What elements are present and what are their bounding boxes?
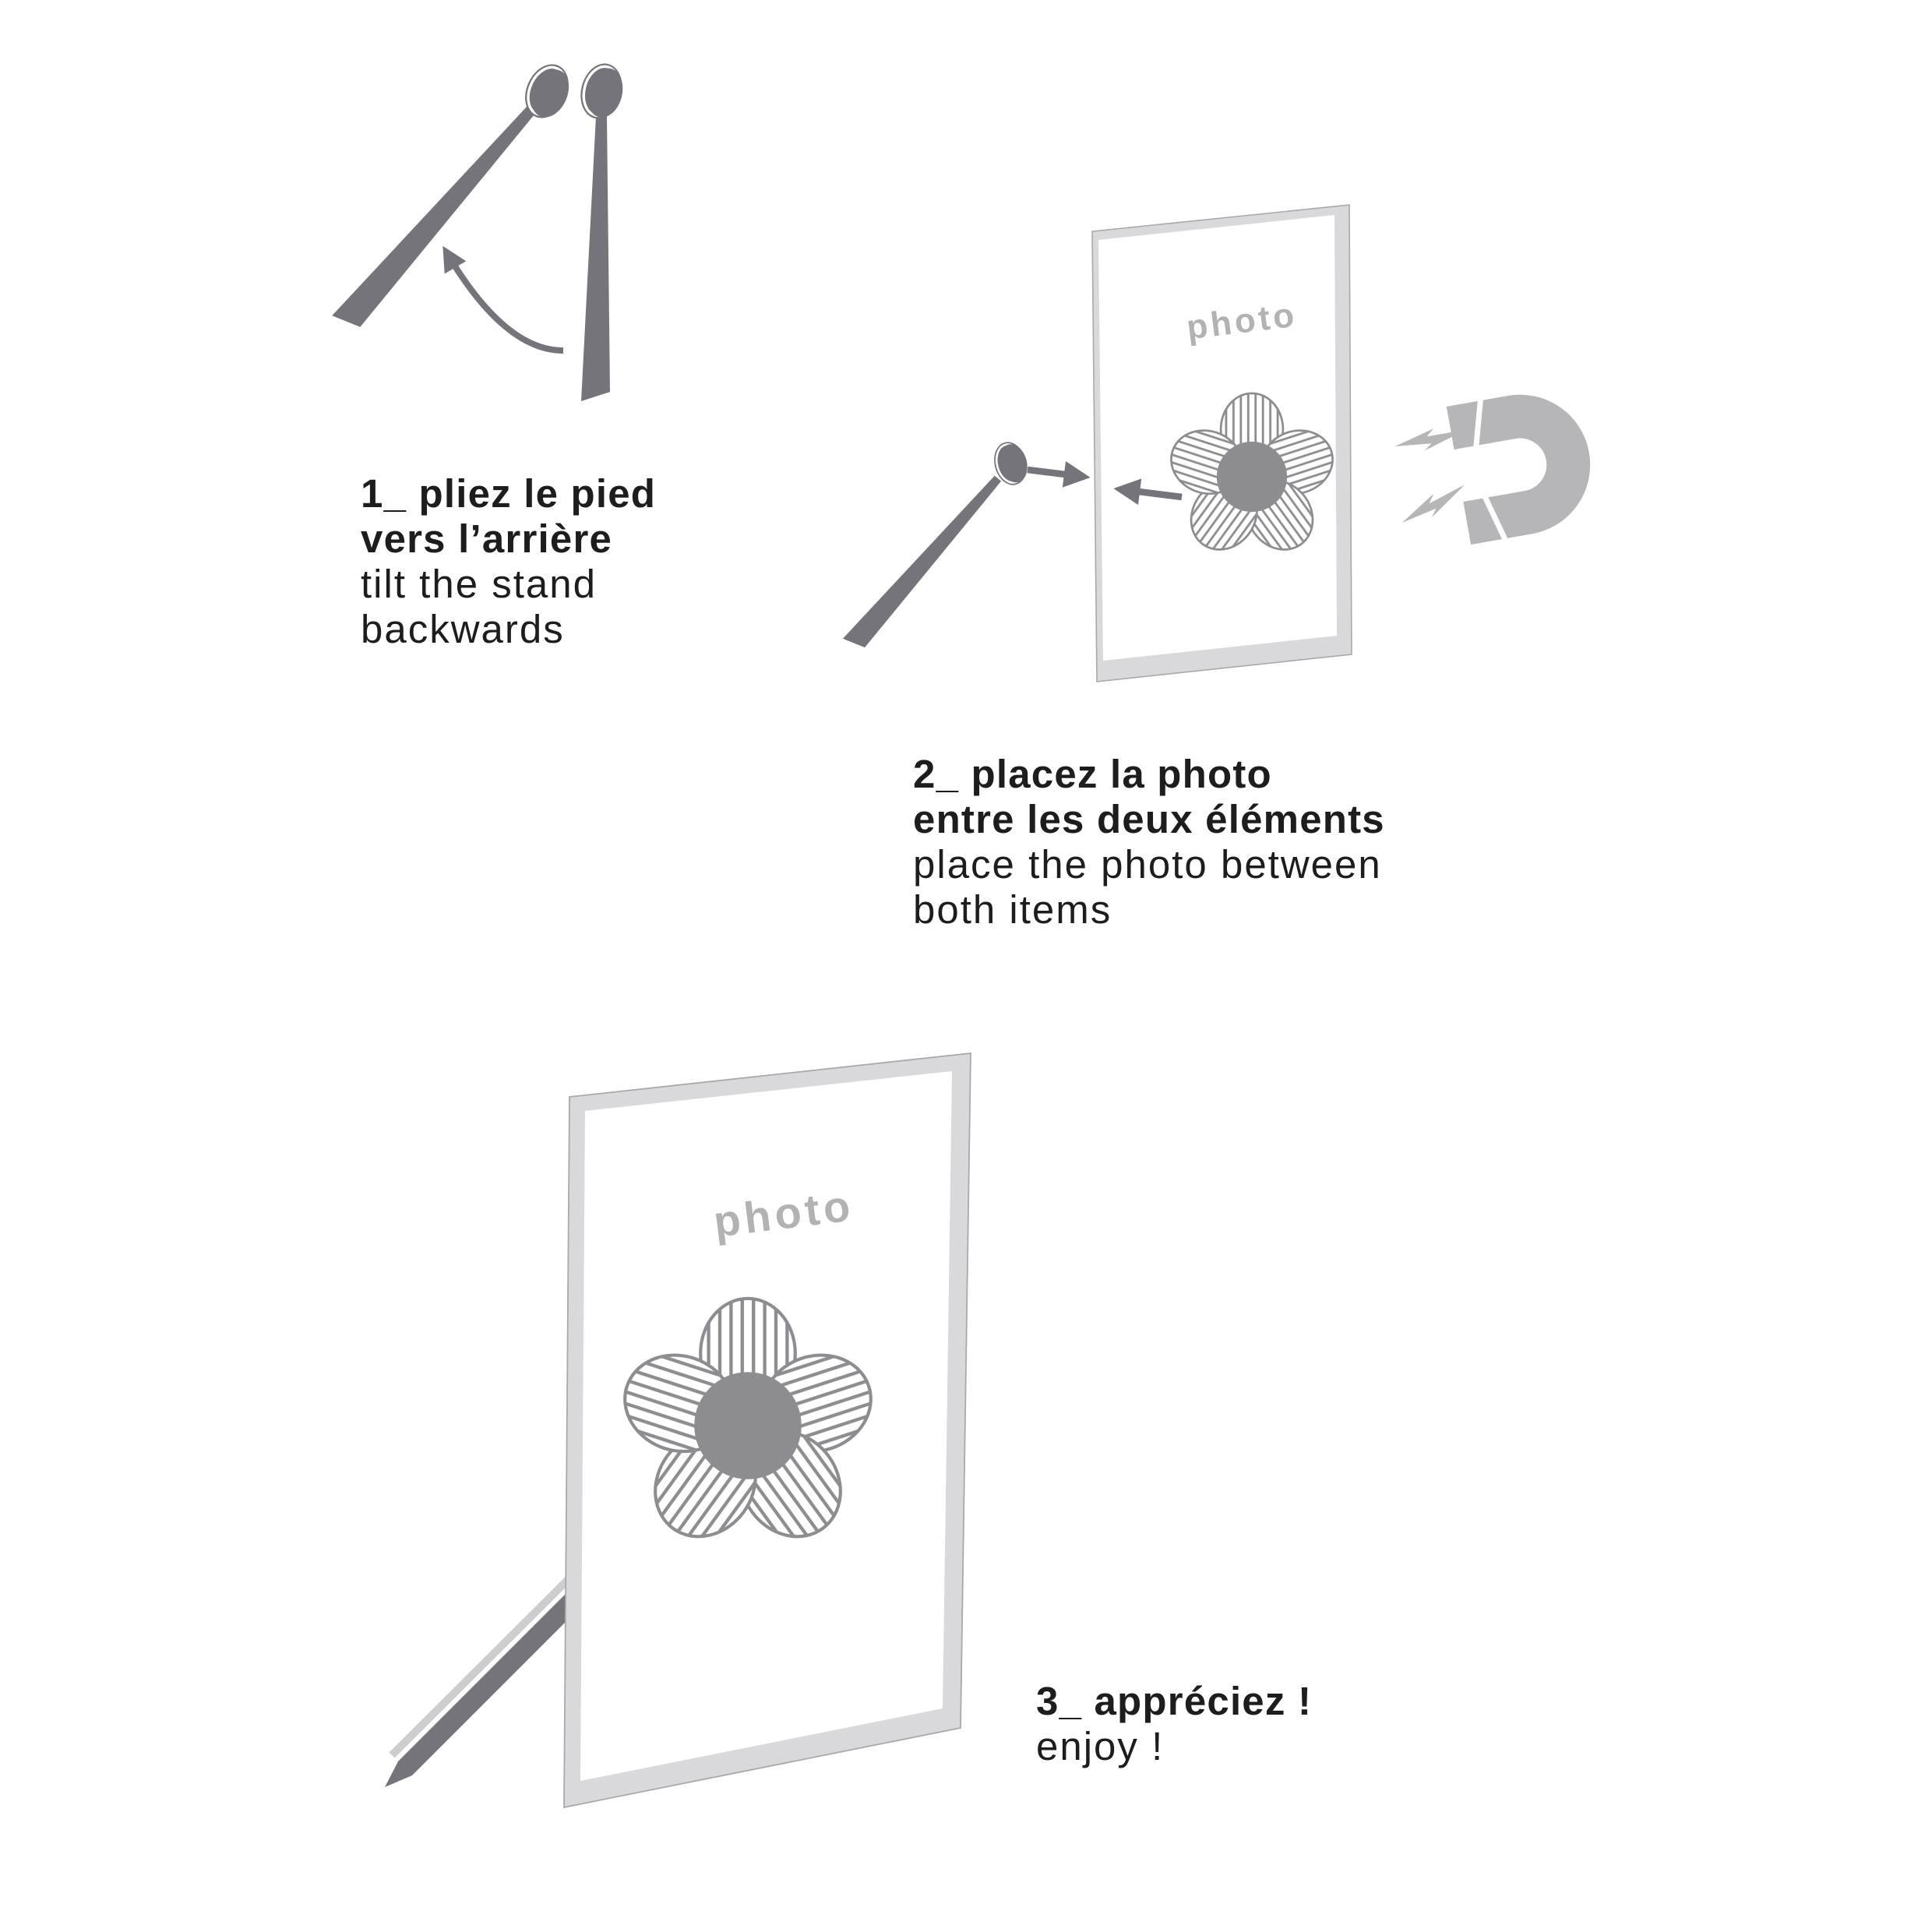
step2-title-fr-line2: entre les deux éléments	[913, 797, 1385, 841]
step2-illustration	[810, 171, 1659, 717]
step1-illustration	[288, 39, 678, 475]
step2-title-fr-line1: 2_ placez la photo	[913, 752, 1272, 796]
step1-title-fr-line1: 1_ pliez le pied	[361, 471, 657, 516]
step2-subtitle-en-line1: place the photo between	[913, 842, 1382, 887]
step1-subtitle-en-line2: backwards	[361, 607, 565, 651]
step3-caption	[1036, 1679, 1312, 1769]
stand-head-icon	[575, 59, 629, 124]
arrow-right-icon	[1028, 470, 1084, 477]
step1-title-fr-line2: vers l’arrière	[361, 516, 613, 561]
step2-caption	[913, 752, 1385, 933]
magnet-icon	[1380, 385, 1580, 559]
lightning-bolt-icon	[1397, 483, 1472, 527]
photo-card	[1092, 205, 1352, 682]
magnet-body	[1451, 409, 1576, 524]
stand-leg	[843, 468, 1003, 653]
photo-label: photo	[710, 1180, 857, 1246]
stand-tilted	[332, 58, 577, 334]
photo-label: photo	[1184, 295, 1299, 347]
stand-upright	[575, 59, 629, 401]
stand-leg	[332, 97, 538, 334]
photo-card	[564, 1053, 971, 1807]
step1-subtitle-en-line1: tilt the stand	[361, 562, 597, 606]
step3-illustration	[327, 1005, 1028, 1831]
tilt-arrow-icon	[446, 251, 563, 351]
stand-leg	[581, 116, 610, 401]
step1-caption	[361, 471, 656, 652]
stand-tilted	[843, 438, 1032, 653]
step3-subtitle-en-line1: enjoy !	[1036, 1724, 1165, 1768]
step2-subtitle-en-line2: both items	[913, 887, 1112, 932]
step3-title-fr-line1: 3_ appréciez !	[1036, 1679, 1313, 1723]
